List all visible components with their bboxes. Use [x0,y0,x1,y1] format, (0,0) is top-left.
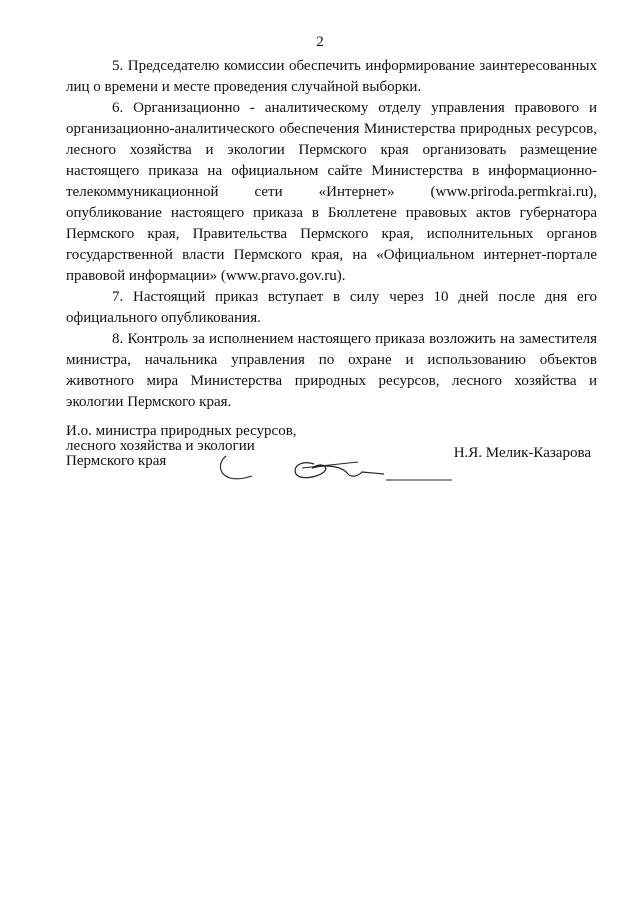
signatory-title-line-2: лесного хозяйства и экологии [66,438,255,454]
page-number: 2 [316,34,324,50]
paragraph-7: 7. Настоящий приказ вступает в силу через 10 дней после дня его официального опубликования. [66,289,597,326]
handwritten-signature [216,434,516,494]
paragraph-8: 8. Контроль за исполнением настоящего приказа возложить на заместителя министра, начальника управления по охране и использованию объектов животного мира Министерства природных ресурсов, лесного хозяйства и экологии Пермского края. [66,331,597,410]
paragraph-6: 6. Организационно - аналитическому отделу управления правового и организационно-аналитического обеспечения Министерства природных ресурсов, лесного хозяйства и экологии Пермского края организовать размещение настоящего приказа на официальном сайте Министерства в информационно-телекоммуникационной сети «Интернет» (www.priroda.permkrai.ru), опубликование настоящего приказа в Бюллетене правовых актов губернатора Пермского края, Правительства Пермского края, исполнительных органов государственной власти Пермского края, на «Официальном интернет-портале правовой информации» (www.pravo.gov.ru). [66,100,597,284]
document-body [66,56,597,413]
signatory-name: Н.Я. Мелик-Казарова [453,445,591,461]
paragraph-5: 5. Председателю комиссии обеспечить информирование заинтересованных лиц о времени и месте проведения случайной выборки. [66,58,597,95]
signature-block [66,424,597,494]
signatory-title-line-1: И.о. министра природных ресурсов, [66,423,297,439]
signatory-title-line-3: Пермского края [66,453,167,469]
